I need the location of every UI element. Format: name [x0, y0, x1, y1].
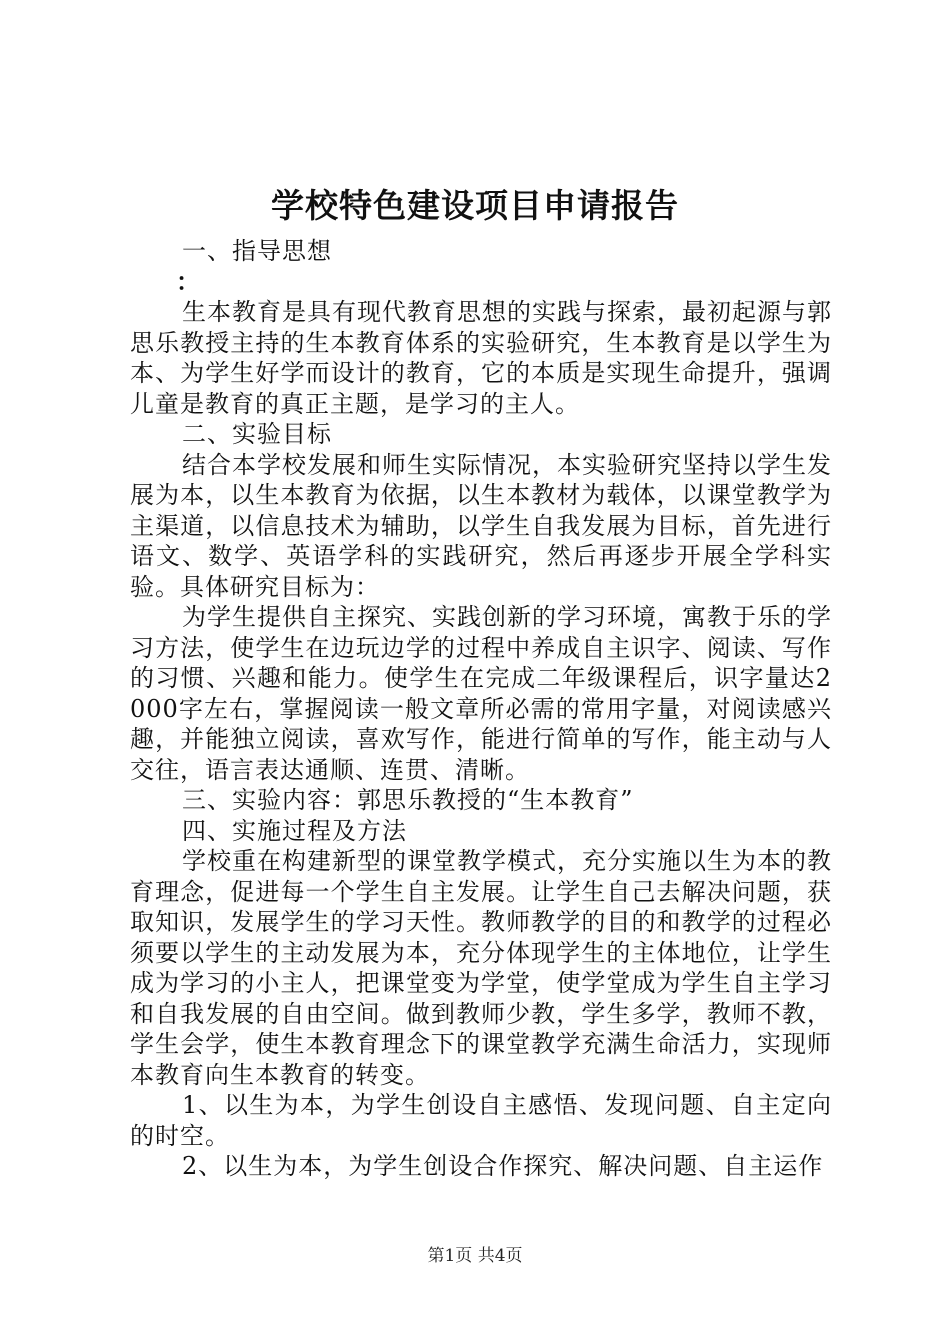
section-heading-experiment-content: 三、实验内容：郭思乐教授的“生本教育” [182, 786, 634, 814]
page-footer: 第1页 共4页 [427, 1246, 523, 1266]
paragraph-intro: 生本教育是具有现代教育思想的实践与探索，最初起源与郭思乐教授主持的生本教育体系的实验研究，生本教育是以学生为本、为学生好学而设计的教育，它的本质是实现生命提升，强调儿童是教育的真正主题，是学习的主人。 [130, 298, 832, 418]
document-title: 学校特色建设项目申请报告 [271, 186, 679, 225]
paragraph-process: 学校重在构建新型的课堂教学模式，充分实施以生为本的教育理念，促进每一个学生自主发展。让学生自己去解决问题，获取知识，发展学生的学习天性。教师教学的目的和教学的过程必须要以学生的主动发展为本，充分体现学生的主体地位，让学生成为学习的小主人，把课堂变为学堂，使学堂成为学生自主学习和自我发展的自由空间。做到教师少教，学生多学，教师不教，学生会学，使生本教育理念下的课堂教学充满生命活力，实现师本教育向生本教育的转变。 [130, 847, 832, 1089]
section-heading-process-methods: 四、实施过程及方法 [182, 816, 407, 845]
document-body [130, 236, 832, 1182]
section-heading-experiment-goals: 二、实验目标 [182, 420, 332, 448]
list-item-2: 2、以生为本，为学生创设合作探究、解决问题、自主运作 [182, 1152, 824, 1180]
paragraph-goals: 结合本学校发展和师生实际情况，本实验研究坚持以学生发展为本，以生本教育为依据，以生本教材为载体，以课堂教学为主渠道，以信息技术为辅助，以学生自我发展为目标，首先进行语文、数学、英语学科的实践研究，然后再逐步开展全学科实验。具体研究目标为： [130, 450, 832, 601]
paragraph-goal-details: 为学生提供自主探究、实践创新的学习环境，寓教于乐的学习方法，使学生在边玩边学的过程中养成自主识字、阅读、写作的习惯、兴趣和能力。使学生在完成二年级课程后，识字量达2000字左右，掌握阅读一般文章所必需的常用字量，对阅读感兴趣，并能独立阅读，喜欢写作，能进行简单的写作，能主动与人交往，语言表达通顺、连贯、清晰。 [130, 603, 832, 784]
colon-line: ： [176, 266, 201, 296]
section-heading-guiding-ideology: 一、指导思想 [182, 237, 332, 265]
list-item-1: 1、以生为本，为学生创设自主感悟、发现问题、自主定向的时空。 [130, 1091, 832, 1150]
